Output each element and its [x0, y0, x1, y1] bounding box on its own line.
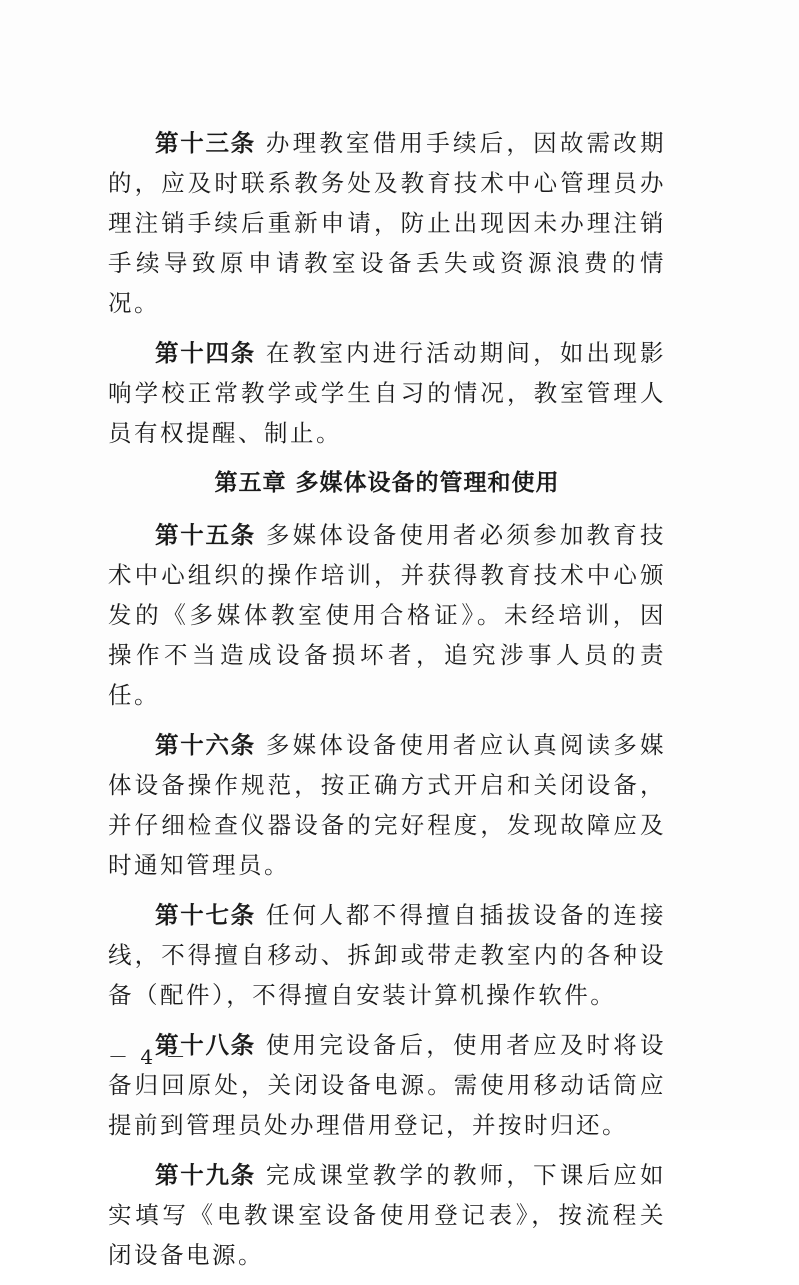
article-number: 第十九条	[155, 1161, 256, 1189]
article-text: 在教室内进行活动期间，如出现影响学校正常教学或学生自习的情况，教室管理人员有权提醒、制止。	[108, 339, 667, 447]
page-number: － 4 －	[108, 1045, 189, 1069]
article-17	[108, 895, 666, 1015]
document-body	[108, 123, 666, 1285]
article-number: 第十六条	[155, 731, 256, 759]
article-text: 多媒体设备使用者应认真阅读多媒体设备操作规范，按正确方式开启和关闭设备，并仔细检查仪器设备的完好程度，发现故障应及时通知管理员。	[108, 731, 667, 879]
article-text: 多媒体设备使用者必须参加教育技术中心组织的操作培训，并获得教育技术中心颁发的《多媒体教室使用合格证》。未经培训，因操作不当造成设备损坏者，追究涉事人员的责任。	[108, 521, 667, 709]
article-text: 完成课堂教学的教师，下课后应如实填写《电教课室设备使用登记表》，按流程关闭设备电源。	[108, 1161, 667, 1269]
article-18	[108, 1025, 666, 1145]
article-number: 第十八条	[155, 1031, 256, 1059]
article-text: 办理教室借用手续后，因故需改期的，应及时联系教务处及教育技术中心管理员办理注销手续后重新申请，防止出现因未办理注销手续导致原申请教室设备丢失或资源浪费的情况。	[108, 129, 667, 317]
article-16	[108, 725, 666, 885]
article-19	[108, 1155, 666, 1275]
article-text: 任何人都不得擅自插拔设备的连接线，不得擅自移动、拆卸或带走教室内的各种设备（配件），不得擅自安装计算机操作软件。	[108, 901, 667, 1009]
article-13	[108, 123, 666, 323]
article-15	[108, 515, 666, 715]
article-number: 第十五条	[155, 521, 256, 549]
chapter-heading: 第五章 多媒体设备的管理和使用	[214, 470, 560, 496]
article-number: 第十三条	[155, 129, 256, 157]
article-number: 第十七条	[155, 901, 256, 929]
article-14	[108, 333, 666, 453]
article-number: 第十四条	[155, 339, 256, 367]
article-text: 使用完设备后，使用者应及时将设备归回原处，关闭设备电源。需使用移动话筒应提前到管理员处办理借用登记，并按时归还。	[108, 1031, 667, 1139]
